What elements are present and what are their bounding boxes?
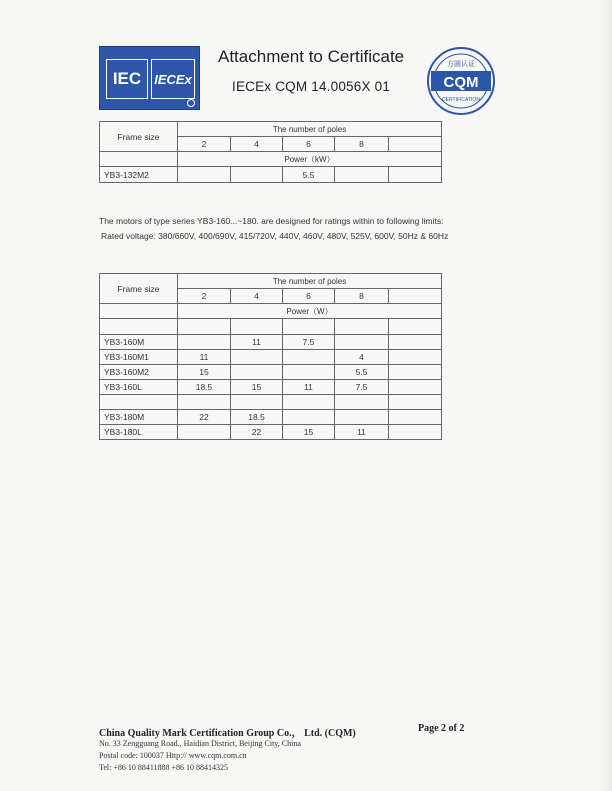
- page-number: Page 2 of 2: [418, 723, 465, 734]
- footer-postal: Postal code: 100037 Http:// www.cqm.com.cn: [99, 751, 247, 760]
- power-cell: [389, 335, 442, 350]
- table-row: [100, 365, 442, 380]
- power-cell: 22: [178, 410, 231, 425]
- power-cell: [231, 319, 283, 335]
- frame-model-cell: YB3-160M2: [100, 365, 178, 380]
- power-cell: [389, 395, 442, 410]
- frame-size-header: Frame size: [100, 274, 178, 304]
- power-cell: [283, 319, 335, 335]
- power-cell: 11: [231, 335, 283, 350]
- cqm-certification-logo: [426, 46, 496, 116]
- power-cell: [389, 365, 442, 380]
- pole-count-cell: 4: [231, 137, 283, 152]
- power-unit-header: Power（W）: [178, 304, 442, 319]
- power-cell: 22: [231, 425, 283, 440]
- registered-mark-icon: [187, 99, 195, 107]
- power-cell: 5.5: [335, 365, 389, 380]
- frame-model-cell: YB3-180L: [100, 425, 178, 440]
- power-cell: [283, 395, 335, 410]
- frame-model-cell: YB3-160M1: [100, 350, 178, 365]
- poles-header: The number of poles: [178, 122, 442, 137]
- table-row: [100, 410, 442, 425]
- power-cell: [335, 410, 389, 425]
- footer-company-name: China Quality Mark Certification Group Co.， Ltd. (CQM): [99, 728, 356, 739]
- power-cell: [389, 425, 442, 440]
- frame-model-cell: YB3-132M2: [100, 167, 178, 183]
- power-cell: [178, 335, 231, 350]
- power-cell: [389, 380, 442, 395]
- frame-model-cell: YB3-160L: [100, 380, 178, 395]
- power-cell: [335, 335, 389, 350]
- power-cell: [231, 350, 283, 365]
- power-table-160-180: [99, 273, 442, 440]
- power-cell: 5.5: [283, 167, 335, 183]
- power-cell: 7.5: [283, 335, 335, 350]
- power-cell: 15: [231, 380, 283, 395]
- document-title: Attachment to Certificate: [218, 47, 405, 66]
- iecex-logo-mark: IECEx: [151, 59, 195, 99]
- pole-count-cell: 2: [178, 137, 231, 152]
- pole-count-cell: 2: [178, 289, 231, 304]
- table-row: [100, 319, 442, 335]
- power-cell: 15: [178, 365, 231, 380]
- iec-logo-mark: IEC: [106, 59, 148, 99]
- pole-count-cell: 4: [231, 289, 283, 304]
- power-unit-header: Power（kW）: [178, 152, 442, 167]
- power-cell: [231, 395, 283, 410]
- power-cell: [389, 319, 442, 335]
- power-cell: 18.5: [178, 380, 231, 395]
- scan-shadow: [598, 0, 612, 791]
- iec-iecex-logo: [99, 46, 200, 110]
- power-cell: 7.5: [335, 380, 389, 395]
- frame-model-cell: [100, 395, 178, 410]
- power-cell: [231, 167, 283, 183]
- frame-model-cell: YB3-180M: [100, 410, 178, 425]
- power-cell: 11: [283, 380, 335, 395]
- power-table-132: [99, 121, 442, 183]
- power-cell: [335, 167, 389, 183]
- empty-cell: [389, 137, 442, 152]
- power-cell: [283, 350, 335, 365]
- table-row: [100, 395, 442, 410]
- power-cell: [178, 319, 231, 335]
- power-cell: [389, 167, 442, 183]
- power-cell: 11: [335, 425, 389, 440]
- power-cell: [335, 319, 389, 335]
- power-cell: [389, 410, 442, 425]
- power-cell: 4: [335, 350, 389, 365]
- pole-count-cell: 8: [335, 137, 389, 152]
- power-cell: [389, 350, 442, 365]
- cqm-logo-text: CQM: [443, 74, 479, 91]
- table-row: [100, 380, 442, 395]
- pole-count-cell: 6: [283, 137, 335, 152]
- table-row: [100, 335, 442, 350]
- rated-voltage-text: Rated voltage: 380/660V, 400/690V, 415/720V, 440V, 460V, 480V, 525V, 600V, 50Hz & 60Hz: [101, 231, 449, 241]
- empty-cell: [389, 289, 442, 304]
- power-cell: [231, 365, 283, 380]
- power-cell: [178, 395, 231, 410]
- cqm-logo-bottom-text: CERTIFICATION: [442, 97, 480, 103]
- pole-count-cell: 6: [283, 289, 335, 304]
- table-row: [100, 425, 442, 440]
- rating-limits-text: The motors of type series YB3-160...~180. are designed for ratings within to following limits:: [99, 216, 444, 226]
- power-cell: [178, 425, 231, 440]
- power-cell: [283, 365, 335, 380]
- footer-address: No. 33 Zengguang Road., Haidian District, Beijing City, China: [99, 739, 301, 748]
- empty-cell: [100, 304, 178, 319]
- power-cell: [283, 410, 335, 425]
- empty-cell: [100, 152, 178, 167]
- power-cell: [178, 167, 231, 183]
- power-cell: 11: [178, 350, 231, 365]
- cqm-logo-top-text: 方圆认证: [447, 60, 475, 68]
- pole-count-cell: 8: [335, 289, 389, 304]
- footer-telephone: Tel: +86 10 88411888 +86 10 88414325: [99, 763, 229, 772]
- poles-header: The number of poles: [178, 274, 442, 289]
- power-cell: [335, 395, 389, 410]
- table-row: [100, 167, 442, 183]
- frame-model-cell: YB3-160M: [100, 335, 178, 350]
- frame-model-cell: [100, 319, 178, 335]
- certificate-number: IECEx CQM 14.0056X 01: [232, 79, 391, 94]
- power-cell: 15: [283, 425, 335, 440]
- power-cell: 18.5: [231, 410, 283, 425]
- table-row: [100, 350, 442, 365]
- frame-size-header: Frame size: [100, 122, 178, 152]
